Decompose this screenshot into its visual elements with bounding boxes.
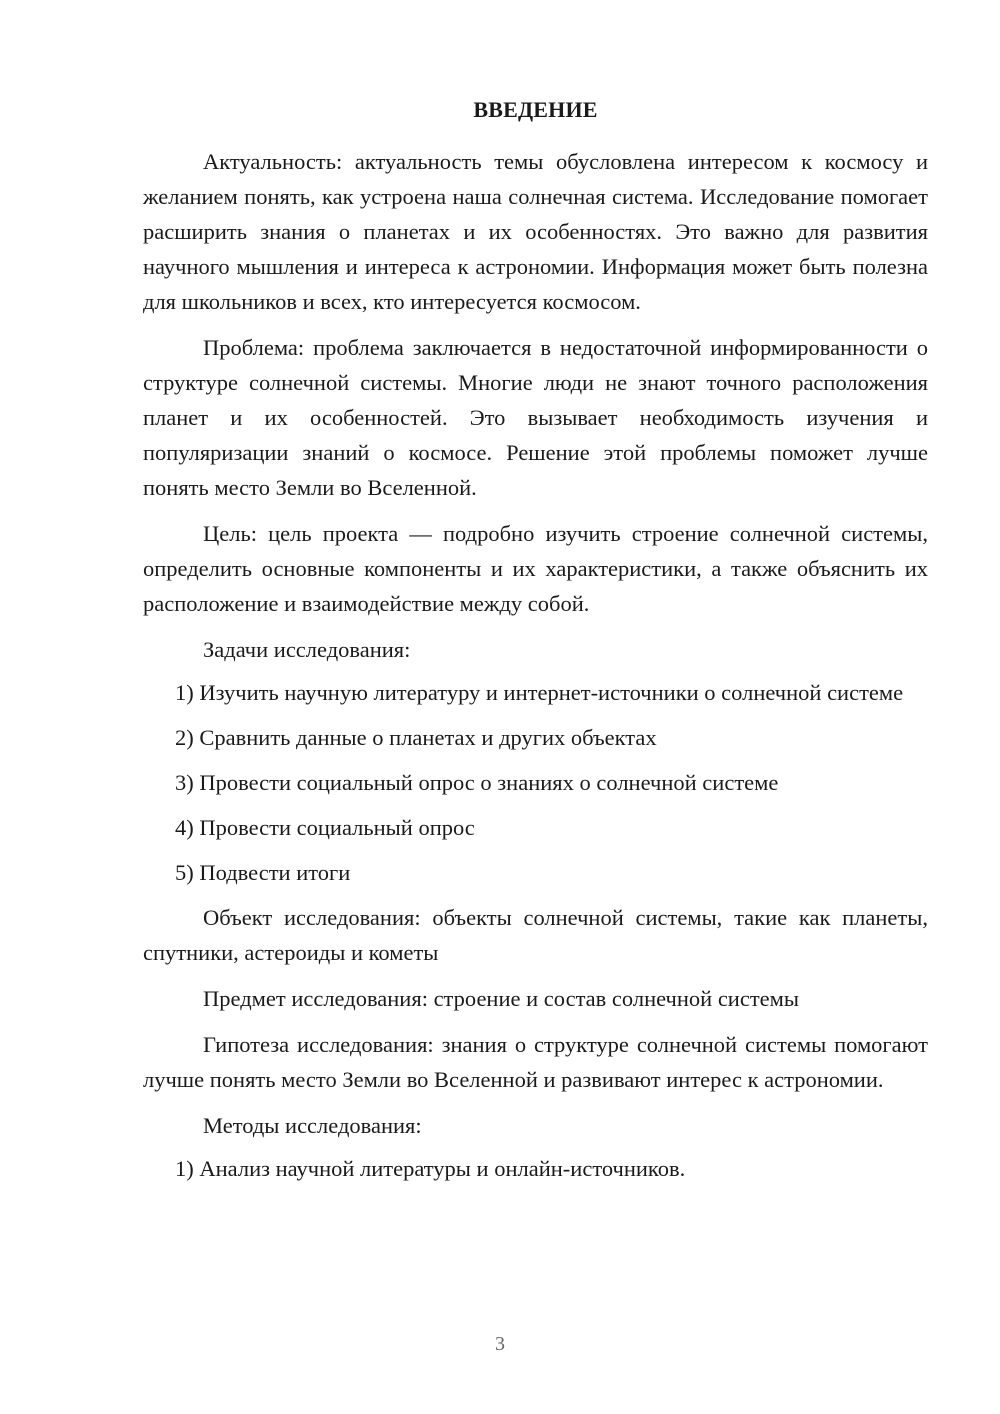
task-item: 4) Провести социальный опрос [175,815,475,840]
object-paragraph: Объект исследования: объекты солнечной системы, такие как планеты, спутники, астероиды и кометы [143,905,928,965]
methods-list [143,1151,928,1186]
methods-heading: Методы исследования: [203,1113,422,1138]
hypothesis-paragraph: Гипотеза исследования: знания о структуре солнечной системы помогают лучше понять место Земли во Вселенной и развивают интерес к астрономии. [143,1032,928,1092]
page-content [143,94,928,1196]
goal-paragraph: Цель: цель проекта — подробно изучить строение солнечной системы, определить основные компоненты и их характеристики, а также объяснить их расположение и взаимодействие между собой. [143,521,928,616]
task-item: 5) Подвести итоги [175,860,351,885]
section-title: ВВЕДЕНИЕ [473,97,598,122]
task-item: 3) Провести социальный опрос о знаниях о солнечной системе [175,770,779,795]
tasks-list [143,675,928,890]
method-item: 1) Анализ научной литературы и онлайн-источников. [175,1156,686,1181]
task-item: 1) Изучить научную литературу и интернет-источники о солнечной системе [175,680,904,705]
page-number: 3 [495,1333,505,1355]
task-item: 2) Сравнить данные о планетах и других объектах [175,725,657,750]
problem-paragraph: Проблема: проблема заключается в недостаточной информированности о структуре солнечной системы. Многие люди не знают точного расположения планет и их особенностей. Это вызывает необходимость изучения и популяризации знаний о космосе. Решение этой проблемы поможет лучше понять место Земли во Вселенной. [143,335,928,500]
tasks-heading: Задачи исследования: [203,637,411,662]
relevance-paragraph: Актуальность: актуальность темы обусловлена интересом к космосу и желанием понять, как устроена наша солнечная система. Исследование помогает расширить знания о планетах и их особенностях. Это важно для развития научного мышления и интереса к астрономии. Информация может быть полезна для школьников и всех, кто интересуется космосом. [143,149,928,314]
subject-paragraph: Предмет исследования: строение и состав солнечной системы [203,986,800,1011]
